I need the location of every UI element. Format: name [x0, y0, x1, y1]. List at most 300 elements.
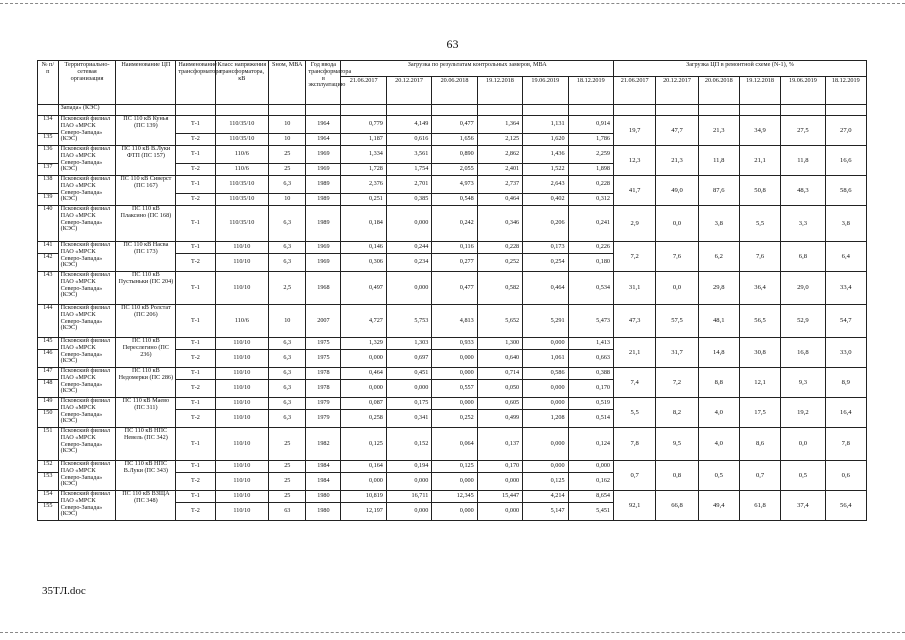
- transformer-cell: Т-1: [176, 461, 215, 473]
- snom-cell: 6,3: [269, 380, 306, 398]
- org-cell: Псковский филиал ПАО «МРСК Северо-Запада» (КЭС): [58, 338, 116, 368]
- load-value-cell: 2,125: [477, 134, 522, 146]
- table-row: [38, 305, 867, 338]
- cp-name-cell: ПС 110 кВ Пустыньки (ПС 204): [116, 272, 176, 305]
- row-number-cell: 155: [38, 503, 59, 521]
- transformer-cell: Т-2: [176, 350, 215, 368]
- snom-cell: 25: [269, 146, 306, 164]
- load-value-cell: 0,388: [568, 368, 613, 380]
- row-number-cell: 136: [38, 146, 59, 164]
- load-value-cell: 0,779: [341, 116, 386, 134]
- row-number-cell: 153: [38, 473, 59, 491]
- year-cell: 1968: [306, 272, 341, 305]
- load-value-cell: 0,341: [386, 410, 431, 428]
- snom-cell: 10: [269, 305, 306, 338]
- load-value-cell: 0,477: [432, 272, 477, 305]
- load-value-cell: 0,125: [432, 461, 477, 473]
- repair-load-cell: 48,3: [781, 176, 825, 206]
- repair-load-cell: 56,4: [825, 491, 866, 521]
- transformer-cell: Т-2: [176, 473, 215, 491]
- repair-load-cell: 0,7: [739, 461, 780, 491]
- load-value-cell: 5,753: [386, 305, 431, 338]
- row-number-cell: 139: [38, 194, 59, 206]
- transformer-cell: Т-1: [176, 242, 215, 254]
- load-value-cell: 0,228: [477, 242, 522, 254]
- snom-cell: 25: [269, 473, 306, 491]
- cp-name-cell: ПС 110 кВ Переслегино (ПС 236): [116, 338, 176, 368]
- repair-load-cell: 33,0: [825, 338, 866, 368]
- load-value-cell: 0,000: [386, 206, 431, 242]
- repair-load-cell: 49,0: [656, 176, 698, 206]
- snom-cell: 63: [269, 503, 306, 521]
- repair-load-cell: 5,5: [739, 206, 780, 242]
- snom-cell: 6,3: [269, 338, 306, 350]
- load-value-cell: 0,124: [568, 428, 613, 461]
- repair-load-cell: 7,2: [614, 242, 656, 272]
- table-row: [38, 116, 867, 134]
- load-value-cell: 0,477: [432, 116, 477, 134]
- snom-cell: 6,3: [269, 176, 306, 194]
- year-cell: 1980: [306, 491, 341, 503]
- load-value-cell: 0,000: [477, 473, 522, 491]
- repair-load-cell: 0,6: [825, 461, 866, 491]
- repair-load-cell: 7,6: [656, 242, 698, 272]
- repair-load-cell: 9,3: [781, 368, 825, 398]
- table-row: [38, 146, 867, 164]
- voltage-class-cell: 110/10: [215, 380, 269, 398]
- table-row: [38, 368, 867, 380]
- year-cell: 1984: [306, 461, 341, 473]
- row-number-cell: 145: [38, 338, 59, 350]
- org-cell: Псковский филиал ПАО «МРСК Северо-Запада» (КЭС): [58, 242, 116, 272]
- snom-cell: 25: [269, 461, 306, 473]
- repair-load-cell: 7,4: [614, 368, 656, 398]
- repair-load-cell: 8,8: [698, 368, 739, 398]
- voltage-class-cell: 110/10: [215, 350, 269, 368]
- load-value-cell: 0,697: [386, 350, 431, 368]
- table-row: [38, 242, 867, 254]
- load-value-cell: 4,973: [432, 176, 477, 194]
- col-header-load-date: 21.06.2017: [341, 77, 386, 105]
- repair-load-cell: 30,8: [739, 338, 780, 368]
- voltage-class-cell: 110/10: [215, 461, 269, 473]
- load-value-cell: 0,000: [432, 473, 477, 491]
- repair-load-cell: 31,7: [656, 338, 698, 368]
- load-value-cell: 0,000: [432, 503, 477, 521]
- load-value-cell: 0,087: [341, 398, 386, 410]
- row-number-cell: 146: [38, 350, 59, 368]
- cp-name-cell: ПС 110 кВ Маево (ПС 311): [116, 398, 176, 428]
- voltage-class-cell: 110/10: [215, 272, 269, 305]
- repair-load-cell: 16,4: [825, 398, 866, 428]
- repair-load-cell: 9,5: [656, 428, 698, 461]
- cp-name-cell: ПС 110 кВ Ролстат (ПС 206): [116, 305, 176, 338]
- load-value-cell: 0,194: [386, 461, 431, 473]
- snom-cell: 6,3: [269, 350, 306, 368]
- snom-cell: 10: [269, 194, 306, 206]
- repair-load-cell: 54,7: [825, 305, 866, 338]
- repair-load-cell: 7,6: [739, 242, 780, 272]
- snom-cell: 6,3: [269, 206, 306, 242]
- col-group-repair: Загрузка ЦП в ремонтной схеме (N-1), %: [614, 61, 867, 77]
- transformer-cell: Т-1: [176, 272, 215, 305]
- load-value-cell: 0,184: [341, 206, 386, 242]
- load-value-cell: 0,000: [341, 350, 386, 368]
- load-value-cell: 0,582: [477, 272, 522, 305]
- load-value-cell: 5,147: [523, 503, 568, 521]
- load-value-cell: 0,000: [386, 503, 431, 521]
- repair-load-cell: 4,0: [698, 398, 739, 428]
- repair-load-cell: 49,4: [698, 491, 739, 521]
- year-cell: 1989: [306, 194, 341, 206]
- load-value-cell: 1,898: [568, 164, 613, 176]
- transformer-cell: Т-1: [176, 176, 215, 194]
- row-number-cell: 149: [38, 398, 59, 410]
- transformer-cell: Т-1: [176, 146, 215, 164]
- repair-load-cell: 33,4: [825, 272, 866, 305]
- year-cell: 1969: [306, 164, 341, 176]
- year-cell: 1989: [306, 206, 341, 242]
- load-value-cell: 0,000: [523, 461, 568, 473]
- row-number-cell: 140: [38, 206, 59, 242]
- load-value-cell: 1,786: [568, 134, 613, 146]
- snom-cell: 10: [269, 116, 306, 134]
- repair-load-cell: 47,7: [656, 116, 698, 146]
- row-number-cell: 148: [38, 380, 59, 398]
- load-value-cell: 4,813: [432, 305, 477, 338]
- year-cell: 2007: [306, 305, 341, 338]
- repair-load-cell: 29,8: [698, 272, 739, 305]
- repair-load-cell: 41,7: [614, 176, 656, 206]
- snom-cell: 25: [269, 491, 306, 503]
- load-value-cell: 5,291: [523, 305, 568, 338]
- load-value-cell: 0,254: [523, 254, 568, 272]
- load-value-cell: 16,711: [386, 491, 431, 503]
- repair-load-cell: 6,8: [781, 242, 825, 272]
- transformer-cell: Т-1: [176, 428, 215, 461]
- year-cell: 1982: [306, 428, 341, 461]
- repair-load-cell: 0,5: [698, 461, 739, 491]
- load-value-cell: 1,303: [386, 338, 431, 350]
- repair-load-cell: 8,2: [656, 398, 698, 428]
- voltage-class-cell: 110/35/10: [215, 206, 269, 242]
- repair-load-cell: 87,6: [698, 176, 739, 206]
- load-value-cell: 1,522: [523, 164, 568, 176]
- org-cell: Псковский филиал ПАО «МРСК Северо-Запада» (КЭС): [58, 206, 116, 242]
- repair-load-cell: 5,5: [614, 398, 656, 428]
- voltage-class-cell: 110/10: [215, 398, 269, 410]
- col-header-load-date: 20.12.2017: [386, 77, 431, 105]
- load-value-cell: 8,654: [568, 491, 613, 503]
- load-value-cell: 0,000: [477, 503, 522, 521]
- load-value-cell: 0,000: [341, 380, 386, 398]
- load-value-cell: 0,497: [341, 272, 386, 305]
- repair-load-cell: 11,8: [698, 146, 739, 176]
- voltage-class-cell: 110/35/10: [215, 134, 269, 146]
- load-value-cell: 0,605: [477, 398, 522, 410]
- repair-load-cell: 27,5: [781, 116, 825, 146]
- year-cell: 1979: [306, 410, 341, 428]
- load-value-cell: 0,385: [386, 194, 431, 206]
- org-cell: Псковский филиал ПАО «МРСК Северо-Запада» (КЭС): [58, 398, 116, 428]
- snom-cell: 6,3: [269, 368, 306, 380]
- repair-load-cell: 61,8: [739, 491, 780, 521]
- repair-load-cell: 21,1: [739, 146, 780, 176]
- voltage-class-cell: 110/10: [215, 368, 269, 380]
- load-value-cell: 0,000: [386, 473, 431, 491]
- load-value-cell: 0,464: [477, 194, 522, 206]
- load-value-cell: 1,364: [477, 116, 522, 134]
- load-value-cell: 0,451: [386, 368, 431, 380]
- col-header-load-date: 18.12.2019: [568, 77, 613, 105]
- load-value-cell: 1,131: [523, 116, 568, 134]
- load-value-cell: 0,534: [568, 272, 613, 305]
- repair-load-cell: 34,9: [739, 116, 780, 146]
- voltage-class-cell: 110/10: [215, 473, 269, 491]
- org-cell: Псковский филиал ПАО «МРСК Северо-Запада» (КЭС): [58, 272, 116, 305]
- col-header-year: Год ввода трансформатора в эксплуатацию: [306, 61, 341, 105]
- load-value-cell: 0,064: [432, 428, 477, 461]
- load-value-cell: 0,125: [341, 428, 386, 461]
- row-number-cell: 152: [38, 461, 59, 473]
- load-value-cell: 1,413: [568, 338, 613, 350]
- load-value-cell: 0,616: [386, 134, 431, 146]
- snom-cell: 25: [269, 428, 306, 461]
- transformer-cell: Т-1: [176, 491, 215, 503]
- cp-name-cell: ПС 110 кВ Плаксино (ПС 168): [116, 206, 176, 242]
- org-cell: Псковский филиал ПАО «МРСК Северо-Запада» (КЭС): [58, 146, 116, 176]
- scan-line-bottom: [0, 632, 905, 633]
- voltage-class-cell: 110/35/10: [215, 116, 269, 134]
- load-value-cell: 12,197: [341, 503, 386, 521]
- voltage-class-cell: 110/35/10: [215, 194, 269, 206]
- load-value-cell: 0,933: [432, 338, 477, 350]
- load-value-cell: 2,643: [523, 176, 568, 194]
- load-value-cell: 1,334: [341, 146, 386, 164]
- load-value-cell: 0,714: [477, 368, 522, 380]
- repair-load-cell: 4,0: [698, 428, 739, 461]
- repair-load-cell: 17,5: [739, 398, 780, 428]
- load-value-cell: 15,447: [477, 491, 522, 503]
- repair-load-cell: 16,6: [825, 146, 866, 176]
- load-value-cell: 0,175: [386, 398, 431, 410]
- col-header-num: № п/п: [38, 61, 59, 105]
- table-row: [38, 491, 867, 503]
- voltage-class-cell: 110/10: [215, 491, 269, 503]
- load-value-cell: 10,819: [341, 491, 386, 503]
- repair-load-cell: 50,8: [739, 176, 780, 206]
- load-value-cell: 1,208: [523, 410, 568, 428]
- year-cell: 1980: [306, 503, 341, 521]
- load-value-cell: 1,061: [523, 350, 568, 368]
- repair-load-cell: 37,4: [781, 491, 825, 521]
- load-value-cell: 5,652: [477, 305, 522, 338]
- org-cell: Псковский филиал ПАО «МРСК Северо-Запада» (КЭС): [58, 305, 116, 338]
- voltage-class-cell: 110/6: [215, 305, 269, 338]
- col-header-repair-date: 20.06.2018: [698, 77, 739, 105]
- snom-cell: 6,3: [269, 398, 306, 410]
- repair-load-cell: 47,3: [614, 305, 656, 338]
- row-number-cell: 154: [38, 491, 59, 503]
- load-value-cell: 0,000: [523, 428, 568, 461]
- load-value-cell: 1,187: [341, 134, 386, 146]
- repair-load-cell: 27,0: [825, 116, 866, 146]
- load-value-cell: 2,737: [477, 176, 522, 194]
- row-number-cell: 151: [38, 428, 59, 461]
- load-value-cell: 0,125: [523, 473, 568, 491]
- load-value-cell: 0,152: [386, 428, 431, 461]
- load-value-cell: 0,170: [568, 380, 613, 398]
- voltage-class-cell: 110/10: [215, 254, 269, 272]
- col-header-repair-date: 21.06.2017: [614, 77, 656, 105]
- year-cell: 1975: [306, 350, 341, 368]
- transformer-cell: Т-1: [176, 398, 215, 410]
- load-value-cell: 0,146: [341, 242, 386, 254]
- cp-name-cell: ПС 110 кВ Кунья (ПС 139): [116, 116, 176, 146]
- load-value-cell: 0,306: [341, 254, 386, 272]
- load-value-cell: 0,242: [432, 206, 477, 242]
- cp-name-cell: ПС 110 кВ НПС Невель (ПС 342): [116, 428, 176, 461]
- repair-load-cell: 48,1: [698, 305, 739, 338]
- load-value-cell: 2,055: [432, 164, 477, 176]
- cp-name-cell: ПС 110 кВ В.Луки ФТП (ПС 157): [116, 146, 176, 176]
- load-value-cell: 0,586: [523, 368, 568, 380]
- load-value-cell: 5,451: [568, 503, 613, 521]
- load-value-cell: 12,345: [432, 491, 477, 503]
- load-value-cell: 4,727: [341, 305, 386, 338]
- repair-load-cell: 36,4: [739, 272, 780, 305]
- table-row: [38, 428, 867, 461]
- load-value-cell: 2,259: [568, 146, 613, 164]
- load-value-cell: 0,000: [523, 338, 568, 350]
- load-value-cell: 0,000: [568, 461, 613, 473]
- year-cell: 1964: [306, 134, 341, 146]
- org-cell: Псковский филиал ПАО «МРСК Северо-Запада» (КЭС): [58, 116, 116, 146]
- load-value-cell: 0,252: [432, 410, 477, 428]
- repair-load-cell: 56,5: [739, 305, 780, 338]
- load-value-cell: 0,180: [568, 254, 613, 272]
- repair-load-cell: 3,8: [825, 206, 866, 242]
- col-header-voltage: Класс напряжения трансформатора, кВ: [215, 61, 269, 105]
- load-value-cell: 1,754: [386, 164, 431, 176]
- repair-load-cell: 0,0: [656, 272, 698, 305]
- repair-load-cell: 12,3: [614, 146, 656, 176]
- load-value-cell: 0,226: [568, 242, 613, 254]
- load-value-cell: 4,214: [523, 491, 568, 503]
- load-value-cell: 0,244: [386, 242, 431, 254]
- repair-load-cell: 21,1: [614, 338, 656, 368]
- load-value-cell: 3,561: [386, 146, 431, 164]
- org-cell: Псковский филиал ПАО «МРСК Северо-Запада» (КЭС): [58, 368, 116, 398]
- load-value-cell: 1,436: [523, 146, 568, 164]
- load-value-cell: 0,000: [432, 350, 477, 368]
- repair-load-cell: 21,3: [656, 146, 698, 176]
- repair-load-cell: 57,5: [656, 305, 698, 338]
- load-value-cell: 0,312: [568, 194, 613, 206]
- org-cell: Псковский филиал ПАО «МРСК Северо-Запада» (КЭС): [58, 461, 116, 491]
- org-cell: Псковский филиал ПАО «МРСК Северо-Запада» (КЭС): [58, 491, 116, 521]
- load-value-cell: 0,000: [523, 398, 568, 410]
- transformer-cell: Т-1: [176, 305, 215, 338]
- repair-load-cell: 31,1: [614, 272, 656, 305]
- row-number-cell: 134: [38, 116, 59, 134]
- load-value-cell: 0,519: [568, 398, 613, 410]
- col-header-repair-date: 20.12.2017: [656, 77, 698, 105]
- transformer-cell: Т-2: [176, 410, 215, 428]
- table-row: [38, 272, 867, 305]
- carry-over-text: Запада» (КЭС): [58, 105, 116, 116]
- repair-load-cell: 92,1: [614, 491, 656, 521]
- repair-load-cell: 3,3: [781, 206, 825, 242]
- load-value-cell: 0,000: [341, 473, 386, 491]
- snom-cell: 6,3: [269, 410, 306, 428]
- transformer-cell: Т-2: [176, 380, 215, 398]
- repair-load-cell: 8,6: [739, 428, 780, 461]
- row-number-cell: 142: [38, 254, 59, 272]
- repair-load-cell: 21,3: [698, 116, 739, 146]
- load-value-cell: 0,548: [432, 194, 477, 206]
- voltage-class-cell: 110/10: [215, 503, 269, 521]
- load-value-cell: 0,464: [341, 368, 386, 380]
- repair-load-cell: 0,0: [656, 206, 698, 242]
- load-value-cell: 0,050: [477, 380, 522, 398]
- cp-name-cell: ПС 110 кВ Сиверст (ПС 167): [116, 176, 176, 206]
- table-row: [38, 338, 867, 350]
- load-value-cell: 0,914: [568, 116, 613, 134]
- col-header-repair-date: 18.12.2019: [825, 77, 866, 105]
- load-value-cell: 0,173: [523, 242, 568, 254]
- col-header-load-date: 20.06.2018: [432, 77, 477, 105]
- col-header-repair-date: 19.06.2019: [781, 77, 825, 105]
- year-cell: 1975: [306, 338, 341, 350]
- scan-line-top: [0, 3, 905, 4]
- row-number-cell: 143: [38, 272, 59, 305]
- year-cell: 1984: [306, 473, 341, 491]
- year-cell: 1964: [306, 116, 341, 134]
- load-value-cell: 0,557: [432, 380, 477, 398]
- load-value-cell: 0,346: [477, 206, 522, 242]
- voltage-class-cell: 110/10: [215, 242, 269, 254]
- row-number-cell: 144: [38, 305, 59, 338]
- load-value-cell: 5,473: [568, 305, 613, 338]
- load-value-cell: 2,401: [477, 164, 522, 176]
- load-value-cell: 0,164: [341, 461, 386, 473]
- voltage-class-cell: 110/6: [215, 164, 269, 176]
- voltage-class-cell: 110/10: [215, 338, 269, 350]
- repair-load-cell: 11,8: [781, 146, 825, 176]
- load-value-cell: 1,620: [523, 134, 568, 146]
- load-value-cell: 0,000: [432, 368, 477, 380]
- load-value-cell: 0,258: [341, 410, 386, 428]
- load-value-cell: 0,402: [523, 194, 568, 206]
- snom-cell: 6,3: [269, 242, 306, 254]
- repair-load-cell: 7,8: [825, 428, 866, 461]
- repair-load-cell: 14,8: [698, 338, 739, 368]
- load-value-cell: 1,329: [341, 338, 386, 350]
- repair-load-cell: 58,6: [825, 176, 866, 206]
- repair-load-cell: 66,8: [656, 491, 698, 521]
- load-value-cell: 0,464: [523, 272, 568, 305]
- snom-cell: 10: [269, 134, 306, 146]
- load-value-cell: 0,228: [568, 176, 613, 194]
- repair-load-cell: 12,1: [739, 368, 780, 398]
- table-row: [38, 206, 867, 242]
- col-header-transformer: Наименование трансформатора: [176, 61, 215, 105]
- row-number-cell: 138: [38, 176, 59, 194]
- transformer-cell: Т-2: [176, 164, 215, 176]
- table-row: [38, 398, 867, 410]
- cp-name-cell: ПС 110 кВ Недомерки (ПС 286): [116, 368, 176, 398]
